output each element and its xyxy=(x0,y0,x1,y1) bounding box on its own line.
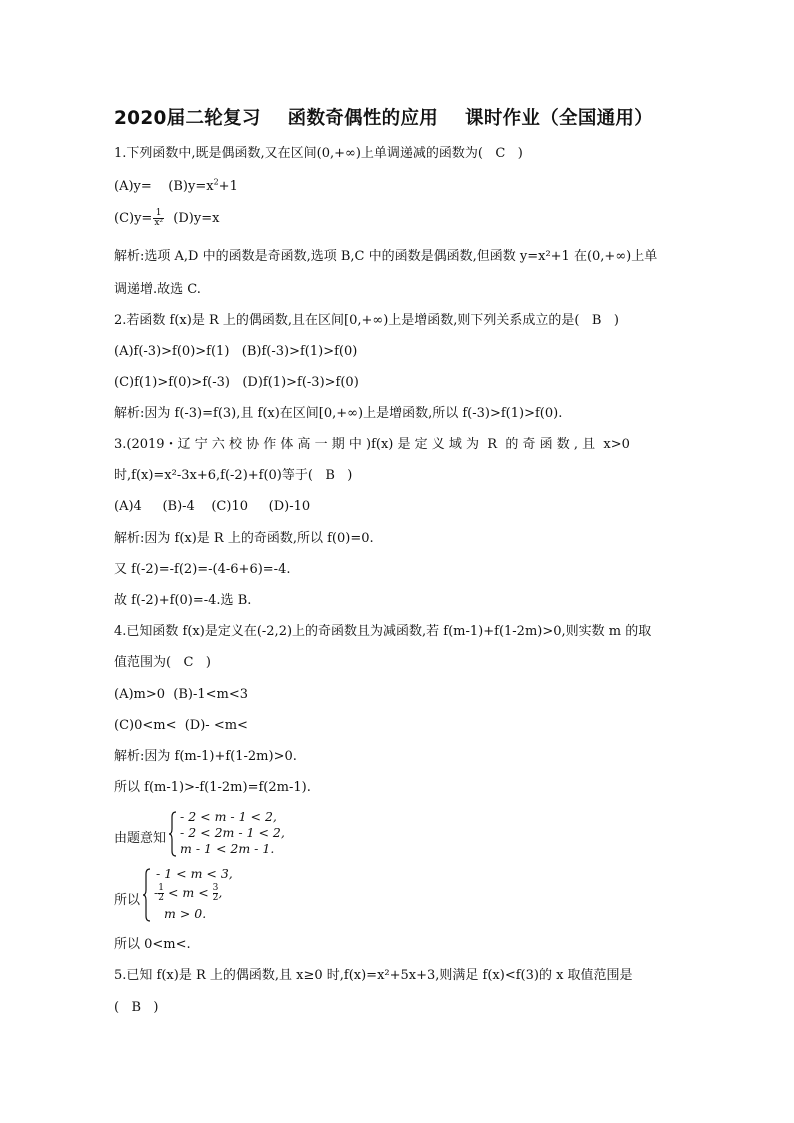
q3-options: (A)4 (B)-4 (C)10 (D)-10 xyxy=(114,499,311,514)
q2-options-ab: (A)f(-3)>f(0)>f(1) (B)f(-3)>f(1)>f(0) xyxy=(114,344,358,359)
q3-analysis-line1: 解析:因为 f(x)是 R 上的奇函数,所以 f(0)=0. xyxy=(114,531,374,546)
q4-system2-row3: m > 0. xyxy=(164,906,207,921)
q4-options-cd: (C)0<m< (D)- <m< xyxy=(114,718,248,733)
q4-system1-row1: - 2 < m - 1 < 2, xyxy=(180,809,277,824)
q1-analysis-line1: 解析:选项 A,D 中的函数是奇函数,选项 B,C 中的函数是偶函数,但函数 y=x²+1 在(0,+∞)上单 xyxy=(114,249,658,264)
q4-stem-line1: 4.已知函数 f(x)是定义在(-2,2)上的奇函数且为减函数,若 f(m-1)+f(1-2m)>0,则实数 m 的取 xyxy=(114,624,652,639)
q4-system2-label: 所以 xyxy=(114,893,141,908)
q4-stem-line2: 值范围为( C ) xyxy=(114,655,211,670)
q5-stem-line2: ( B ) xyxy=(114,1000,159,1015)
q4-system1-label: 由题意知 xyxy=(114,831,167,846)
q4-analysis-line2: 所以 f(m-1)>-f(1-2m)=f(2m-1). xyxy=(114,780,311,795)
q1-options-ab: (A)y= $(B)y=x^2+1$ xyxy=(114,177,238,194)
q1-options-cd: (C)y= $\frac{1}{\text{x²}}$ (D)y=x xyxy=(114,208,220,228)
q3-stem-line1: 3.(2019・辽 宁 六 校 协 作 体 高 一 期 中 )f(x) 是 定 义 域 为 R 的 奇 函 数 , 且 x>0 xyxy=(114,437,630,452)
left-brace-icon xyxy=(168,811,178,857)
q5-stem-line1: 5.已知 f(x)是 R 上的偶函数,且 x≥0 时,f(x)=x²+5x+3,则满足 f(x)<f(3)的 x 取值范围是 xyxy=(114,968,633,983)
q4-system2 xyxy=(142,867,282,923)
q2-stem: 2.若函数 f(x)是 R 上的偶函数,且在区间[0,+∞)上是增函数,则下列关系成立的是( B ) xyxy=(114,313,619,328)
q4-options-ab: (A)m>0 (B)-1<m<3 xyxy=(114,687,249,702)
q1-fraction: $\frac{1}{\text{x²}}$ xyxy=(154,208,164,228)
q2-options-cd: (C)f(1)>f(0)>f(-3) (D)f(1)>f(-3)>f(0) xyxy=(114,375,359,390)
q4-system1-row3: m - 1 < 2m - 1. xyxy=(180,841,275,856)
q4-analysis-line1: 解析:因为 f(m-1)+f(1-2m)>0. xyxy=(114,749,297,764)
q4-fraction-half: $\frac{1}{2}$ xyxy=(158,883,164,903)
q4-system2-row2: - $\frac{1}{2}$ < m < $\frac{3}{2}$ , xyxy=(154,883,223,903)
q4-system2-row1: - 1 < m < 3, xyxy=(156,866,233,881)
q1-analysis-line2: 调递增.故选 C. xyxy=(114,282,201,297)
q4-fraction-three-halves: $\frac{3}{2}$ xyxy=(212,883,219,903)
q1-stem: 1.下列函数中,既是偶函数,又在区间(0,+∞)上单调递减的函数为( C ) xyxy=(114,146,523,161)
q3-analysis-line2: 又 f(-2)=-f(2)=-(4-6+6)=-4. xyxy=(114,562,291,577)
page-title: 2020届二轮复习 函数奇偶性的应用 课时作业（全国通用） xyxy=(114,108,654,129)
q2-analysis: 解析:因为 f(-3)=f(3),且 f(x)在区间[0,+∞)上是增函数,所以 f(-3)>f(1)>f(0). xyxy=(114,406,563,421)
q3-analysis-line3: 故 f(-2)+f(0)=-4.选 B. xyxy=(114,593,252,608)
left-brace-icon xyxy=(142,868,152,922)
q4-system1 xyxy=(168,810,308,858)
q4-conclusion: 所以 0<m<. xyxy=(114,937,191,952)
q3-stem-line2: 时,f(x)=x²-3x+6,f(-2)+f(0)等于( B ) xyxy=(114,468,353,483)
q4-system1-row2: - 2 < 2m - 1 < 2, xyxy=(180,825,285,840)
